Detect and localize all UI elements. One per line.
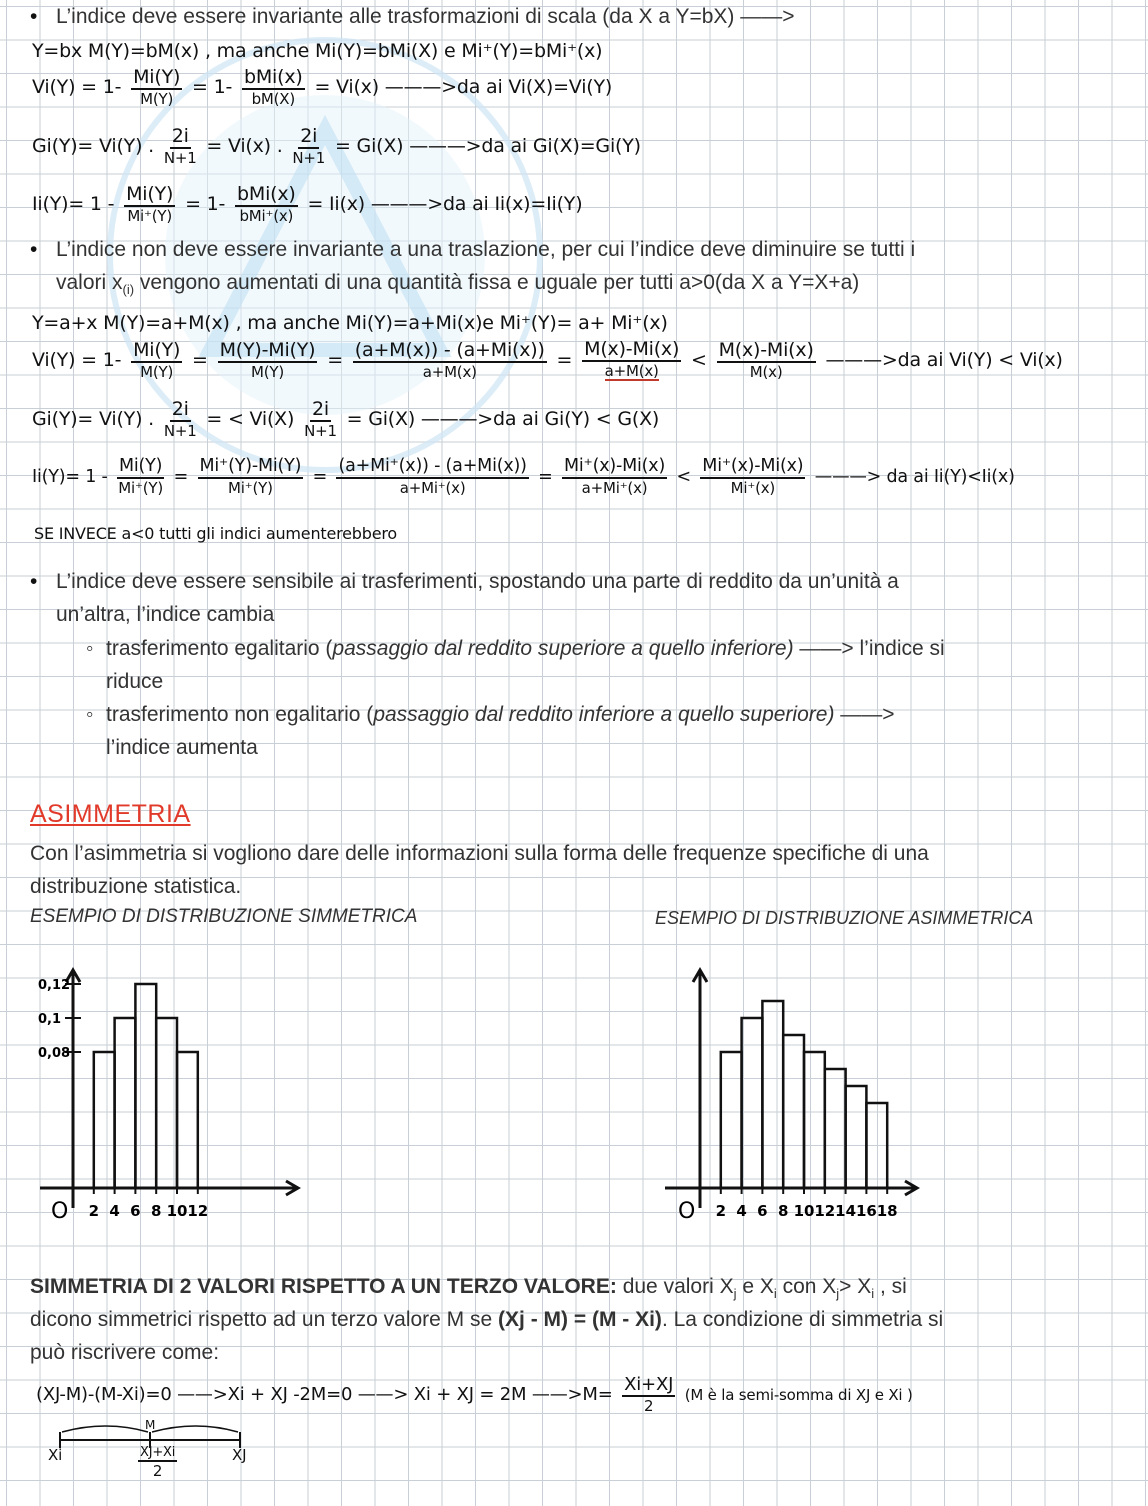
caption-asymmetric: ESEMPIO DI DISTRIBUZIONE ASIMMETRICA bbox=[655, 908, 1034, 928]
fraction bbox=[353, 341, 547, 380]
y-tick-label: 0,08 bbox=[38, 1046, 71, 1061]
bullet-scale-invariance: • L’indice deve essere invariante alle trasformazioni di scala (da X a Y=bX) ——> bbox=[56, 0, 795, 33]
text-part: dicono simmetrici rispetto ad un terzo valore M se bbox=[30, 1308, 499, 1331]
histogram-bar bbox=[804, 1052, 825, 1188]
fraction bbox=[235, 185, 298, 224]
text-part: con X bbox=[776, 1275, 837, 1298]
y-tick-label: 0,1 bbox=[38, 1012, 62, 1027]
fraction bbox=[700, 458, 805, 496]
fraction-num: bMi(x) bbox=[237, 183, 296, 205]
formula-part: = Ii(x) ———>da ai Ii(x)=Ii(Y) bbox=[307, 193, 583, 215]
formula-part: Ii(Y)= 1 - bbox=[32, 466, 108, 487]
fraction-num: 2i bbox=[300, 125, 318, 147]
fraction-den: bMi⁺(x) bbox=[239, 207, 294, 225]
x-tick-label: 18 bbox=[876, 1202, 898, 1220]
text-italic: passaggio dal reddito inferiore a quello superiore) bbox=[373, 703, 835, 726]
formula-scale-means: Y=bx M(Y)=bM(x) , ma anche Mi(Y)=bMi(X) e Mi⁺(Y)=bMi⁺(x) bbox=[32, 40, 603, 62]
formula-part: Gi(Y)= Vi(Y) . bbox=[32, 135, 154, 157]
fraction-den: a+M(x) bbox=[604, 362, 659, 380]
formula-i-translation: Ii(Y)= 1 - $\frac{Mi(Y)}{Mi^+(Y)}$ = $\frac{Mi^+(Y)-Mi(Y)}{Mi^+(Y)}$ = $\frac{(a+Mi^+(x)) - (a+Mi(x))}{a+Mi^+(x)}$ = $\frac{Mi^+(x)-Mi(x)}{a+Mi^+(x)}$ < $\frac{Mi^+(x)-Mi(x)}{Mi^+(x)}$ ———> da ai Ii(Y)<Ii(x) bbox=[32, 456, 1015, 497]
fraction-num: Mi(Y) bbox=[133, 339, 181, 361]
fraction-num: Mi(Y) bbox=[117, 458, 164, 479]
formula-g-scale bbox=[32, 127, 641, 166]
sub-bullet-non-egalitarian-cont: l’indice aumenta bbox=[106, 736, 258, 759]
subscript: j bbox=[733, 1286, 737, 1302]
text-italic: passaggio dal reddito superiore a quello inferiore) bbox=[332, 637, 794, 660]
fraction-num: M(x)-Mi(x) bbox=[718, 339, 814, 361]
brace-right bbox=[152, 1426, 238, 1432]
histogram-bar bbox=[115, 1018, 136, 1188]
formula-part: ———>da ai Vi(Y) < Vi(x) bbox=[825, 349, 1063, 371]
formula-part: Ii(Y)= 1 - bbox=[32, 193, 115, 215]
histogram-bar bbox=[135, 984, 156, 1188]
fraction bbox=[164, 400, 197, 439]
subscript: j bbox=[836, 1286, 840, 1302]
origin-label: O bbox=[678, 1199, 696, 1224]
chart-asymmetric-distribution bbox=[655, 950, 940, 1230]
fraction-den: N+1 bbox=[292, 149, 326, 167]
text-part: ——> l’indice si bbox=[793, 637, 945, 660]
fraction-num: Mi⁺(x)-Mi(x) bbox=[562, 458, 667, 479]
text-part: valori x bbox=[56, 271, 123, 294]
fraction-den: N+1 bbox=[163, 149, 197, 167]
fraction-den: bM(X) bbox=[251, 90, 296, 108]
x-tick-label: 4 bbox=[736, 1202, 747, 1220]
formula-part: = 1- bbox=[185, 193, 226, 215]
fraction bbox=[198, 458, 304, 496]
fraction-den: M(Y) bbox=[140, 90, 174, 108]
fraction-den: Mi⁺(x) bbox=[730, 478, 776, 497]
formula-part: (M è la semi-somma di XJ e Xi ) bbox=[684, 1386, 913, 1404]
histogram-bar bbox=[94, 1052, 115, 1188]
fraction bbox=[131, 341, 182, 380]
fraction bbox=[292, 127, 325, 166]
fraction-den: 2 bbox=[643, 1397, 654, 1415]
x-tick-label: 2 bbox=[715, 1202, 727, 1220]
fraction bbox=[336, 458, 528, 496]
x-tick-label: 12 bbox=[187, 1202, 209, 1220]
x-tick-label: 6 bbox=[757, 1202, 768, 1220]
note-negative-a: SE INVECE a<0 tutti gli indici aumenterebbero bbox=[34, 524, 397, 543]
formula-part: = Gi(X) ———>da ai Gi(X)=Gi(Y) bbox=[334, 135, 641, 157]
fraction-num: Mi⁺(Y)-Mi(Y) bbox=[198, 458, 304, 479]
fraction-den: M(Y) bbox=[250, 363, 284, 381]
fraction bbox=[242, 68, 305, 107]
x-tick-label: 8 bbox=[777, 1202, 789, 1220]
subscript: i bbox=[773, 1286, 777, 1302]
x-tick-label: 16 bbox=[855, 1202, 877, 1220]
x-tick-label: 6 bbox=[130, 1202, 141, 1220]
symmetry-title: SIMMETRIA DI 2 VALORI RISPETTO A UN TERZO VALORE: bbox=[30, 1275, 617, 1298]
formula-part: = 1- bbox=[192, 76, 233, 98]
y-tick-label: 0,12 bbox=[38, 978, 71, 993]
fraction-num: Xi+XJ bbox=[624, 1374, 674, 1395]
fraction-den: a+Mi⁺(x) bbox=[399, 478, 466, 497]
x-tick-label: 8 bbox=[150, 1202, 162, 1220]
fraction-den: Mi⁺(Y) bbox=[228, 478, 273, 497]
paragraph-asymmetry: Con l’asimmetria si vogliono dare delle informazioni sulla forma delle frequenze specifiche di una bbox=[30, 842, 929, 865]
fraction bbox=[562, 458, 667, 496]
text-part: > X bbox=[839, 1275, 872, 1298]
histogram-bar bbox=[742, 1018, 763, 1188]
formula-part: Vi(Y) = 1- bbox=[32, 349, 122, 371]
section-heading-asimmetria: ASIMMETRIA bbox=[30, 800, 191, 828]
histogram-bar bbox=[825, 1069, 846, 1188]
text-part: , si bbox=[874, 1275, 907, 1298]
bullet-transfer: • L’indice deve essere sensibile ai trasferimenti, spostando una parte di reddito da un’unità a bbox=[56, 565, 899, 598]
fraction bbox=[131, 68, 182, 107]
paragraph-asymmetry-cont: distribuzione statistica. bbox=[30, 875, 242, 898]
segment-label-xj: XJ bbox=[232, 1446, 247, 1464]
fraction-num: Mi⁺(x)-Mi(x) bbox=[700, 458, 805, 479]
fraction-num: 2i bbox=[171, 125, 189, 147]
symmetry-definition-line3: può riscrivere come: bbox=[30, 1341, 220, 1364]
formula-part: = < Vi(X) bbox=[206, 408, 295, 430]
histogram-bar bbox=[846, 1086, 867, 1188]
histogram-bar bbox=[762, 1001, 783, 1188]
fraction-den: Mi⁺(Y) bbox=[127, 207, 173, 225]
brace-left bbox=[62, 1426, 148, 1432]
formula-part: = Vi(x) ———>da ai Vi(X)=Vi(Y) bbox=[314, 76, 613, 98]
text-part: vengono aumentati di una quantità fissa e uguale per tutti a>0(da X a Y=X+a) bbox=[134, 271, 860, 294]
fraction bbox=[717, 341, 816, 380]
histogram-bar bbox=[721, 1052, 742, 1188]
fraction-den: M(Y) bbox=[140, 363, 174, 381]
formula-part: = Gi(X) ———>da ai Gi(Y) < G(X) bbox=[346, 408, 660, 430]
fraction-num: (a+Mi⁺(x)) - (a+Mi(x)) bbox=[336, 458, 528, 479]
sub-bullet-egalitarian bbox=[106, 632, 945, 665]
formula-part: Gi(Y)= Vi(Y) . bbox=[32, 408, 154, 430]
histogram-bar bbox=[177, 1052, 198, 1188]
text-part: . La condizione di simmetria si bbox=[661, 1308, 944, 1331]
formula-translation-means: Y=a+x M(Y)=a+M(x) , ma anche Mi(Y)=a+Mi(x)e Mi⁺(Y)= a+ Mi⁺(x) bbox=[32, 312, 668, 334]
fraction bbox=[218, 341, 318, 380]
fraction bbox=[164, 127, 197, 166]
formula-v-translation: Vi(Y) = 1- $\frac{Mi(Y)}{M(Y)}$ = $\frac{M(Y)-Mi(Y)}{M(Y)}$ = $\frac{(a+M(x)) - (a+Mi(x))}{a+M(x)}$ = $\frac{M(x)-Mi(x)}{a+M(x)}$ < $\frac{M(x)-Mi(x)}{M(x)}$ ———>da ai Vi(Y) < Vi(x) bbox=[32, 338, 1063, 381]
fraction-den: N+1 bbox=[163, 422, 197, 440]
formula-part: (XJ-M)-(M-Xi)=0 ——>Xi + XJ -2M=0 ——> Xi + XJ = 2M ——>M= bbox=[36, 1384, 613, 1405]
caption-symmetric: ESEMPIO DI DISTRIBUZIONE SIMMETRICA bbox=[30, 906, 418, 927]
fraction-num: (a+M(x)) - (a+Mi(x)) bbox=[354, 339, 545, 361]
fraction bbox=[124, 185, 175, 224]
sub-bullet-non-egalitarian bbox=[106, 698, 895, 731]
fraction-num: 2i bbox=[171, 398, 189, 420]
chart-symmetric-distribution bbox=[30, 950, 310, 1230]
symmetry-definition-line2 bbox=[30, 1303, 943, 1336]
fraction-den: 2 bbox=[152, 1462, 163, 1480]
fraction-num: 2i bbox=[311, 398, 329, 420]
subscript: (i) bbox=[122, 282, 135, 298]
origin-label: O bbox=[51, 1199, 69, 1224]
segment-label-m: M bbox=[145, 1418, 156, 1432]
fraction-num: Mi(Y) bbox=[133, 66, 181, 88]
formula-i-scale bbox=[32, 185, 582, 224]
x-tick-label: 10 bbox=[793, 1202, 815, 1220]
bullet-transfer-cont: un’altra, l’indice cambia bbox=[56, 603, 275, 626]
fraction-num: bMi(x) bbox=[243, 66, 303, 88]
formula-part: ———> da ai Ii(Y)<Ii(x) bbox=[814, 466, 1015, 487]
x-tick-label: 4 bbox=[109, 1202, 120, 1220]
text-part: trasferimento egalitario ( bbox=[106, 637, 333, 660]
formula-v-scale bbox=[32, 68, 612, 107]
fraction-num: M(Y)-Mi(Y) bbox=[219, 339, 316, 361]
histogram-bar bbox=[783, 1035, 804, 1188]
text-part: trasferimento non egalitario ( bbox=[106, 703, 374, 726]
histogram-bar bbox=[156, 1018, 177, 1188]
fraction-num: Mi(Y) bbox=[126, 183, 174, 205]
fraction bbox=[622, 1376, 675, 1414]
formula-part: Vi(Y) = 1- bbox=[32, 76, 122, 98]
text-bold: (Xj - M) = (M - Xi) bbox=[498, 1308, 662, 1331]
bullet-translation: • L’indice non deve essere invariante a una traslazione, per cui l’indice deve diminuire se tutti i bbox=[56, 233, 915, 266]
segment-label-midpoint bbox=[134, 1446, 181, 1479]
fraction-num: M(x)-Mi(x) bbox=[584, 338, 680, 360]
text-part: due valori X bbox=[616, 1275, 734, 1298]
fraction-num: XJ+Xi bbox=[140, 1445, 176, 1460]
x-tick-label: 12 bbox=[814, 1202, 836, 1220]
x-tick-label: 14 bbox=[835, 1202, 857, 1220]
bullet-translation-cont bbox=[56, 266, 859, 306]
fraction-den: N+1 bbox=[304, 422, 337, 440]
fraction bbox=[304, 400, 337, 439]
fraction bbox=[138, 1446, 177, 1479]
formula-symmetry bbox=[36, 1376, 913, 1414]
fraction bbox=[582, 340, 681, 381]
sub-bullet-egalitarian-cont: riduce bbox=[106, 670, 164, 693]
fraction bbox=[117, 458, 164, 496]
formula-g-translation bbox=[32, 400, 659, 439]
fraction-den: Mi⁺(Y) bbox=[118, 478, 163, 497]
fraction-den: M(x) bbox=[749, 363, 783, 381]
subscript: i bbox=[871, 1286, 875, 1302]
histogram-bar bbox=[866, 1103, 887, 1188]
x-tick-label: 10 bbox=[166, 1202, 188, 1220]
segment-label-xi: Xi bbox=[48, 1446, 63, 1464]
x-tick-label: 2 bbox=[88, 1202, 100, 1220]
formula-part: = Vi(x) . bbox=[206, 135, 283, 157]
fraction-den: a+Mi⁺(x) bbox=[581, 478, 648, 497]
fraction-den: a+M(x) bbox=[422, 363, 477, 381]
text-part: e X bbox=[736, 1275, 774, 1298]
text-part: ——> bbox=[834, 703, 895, 726]
